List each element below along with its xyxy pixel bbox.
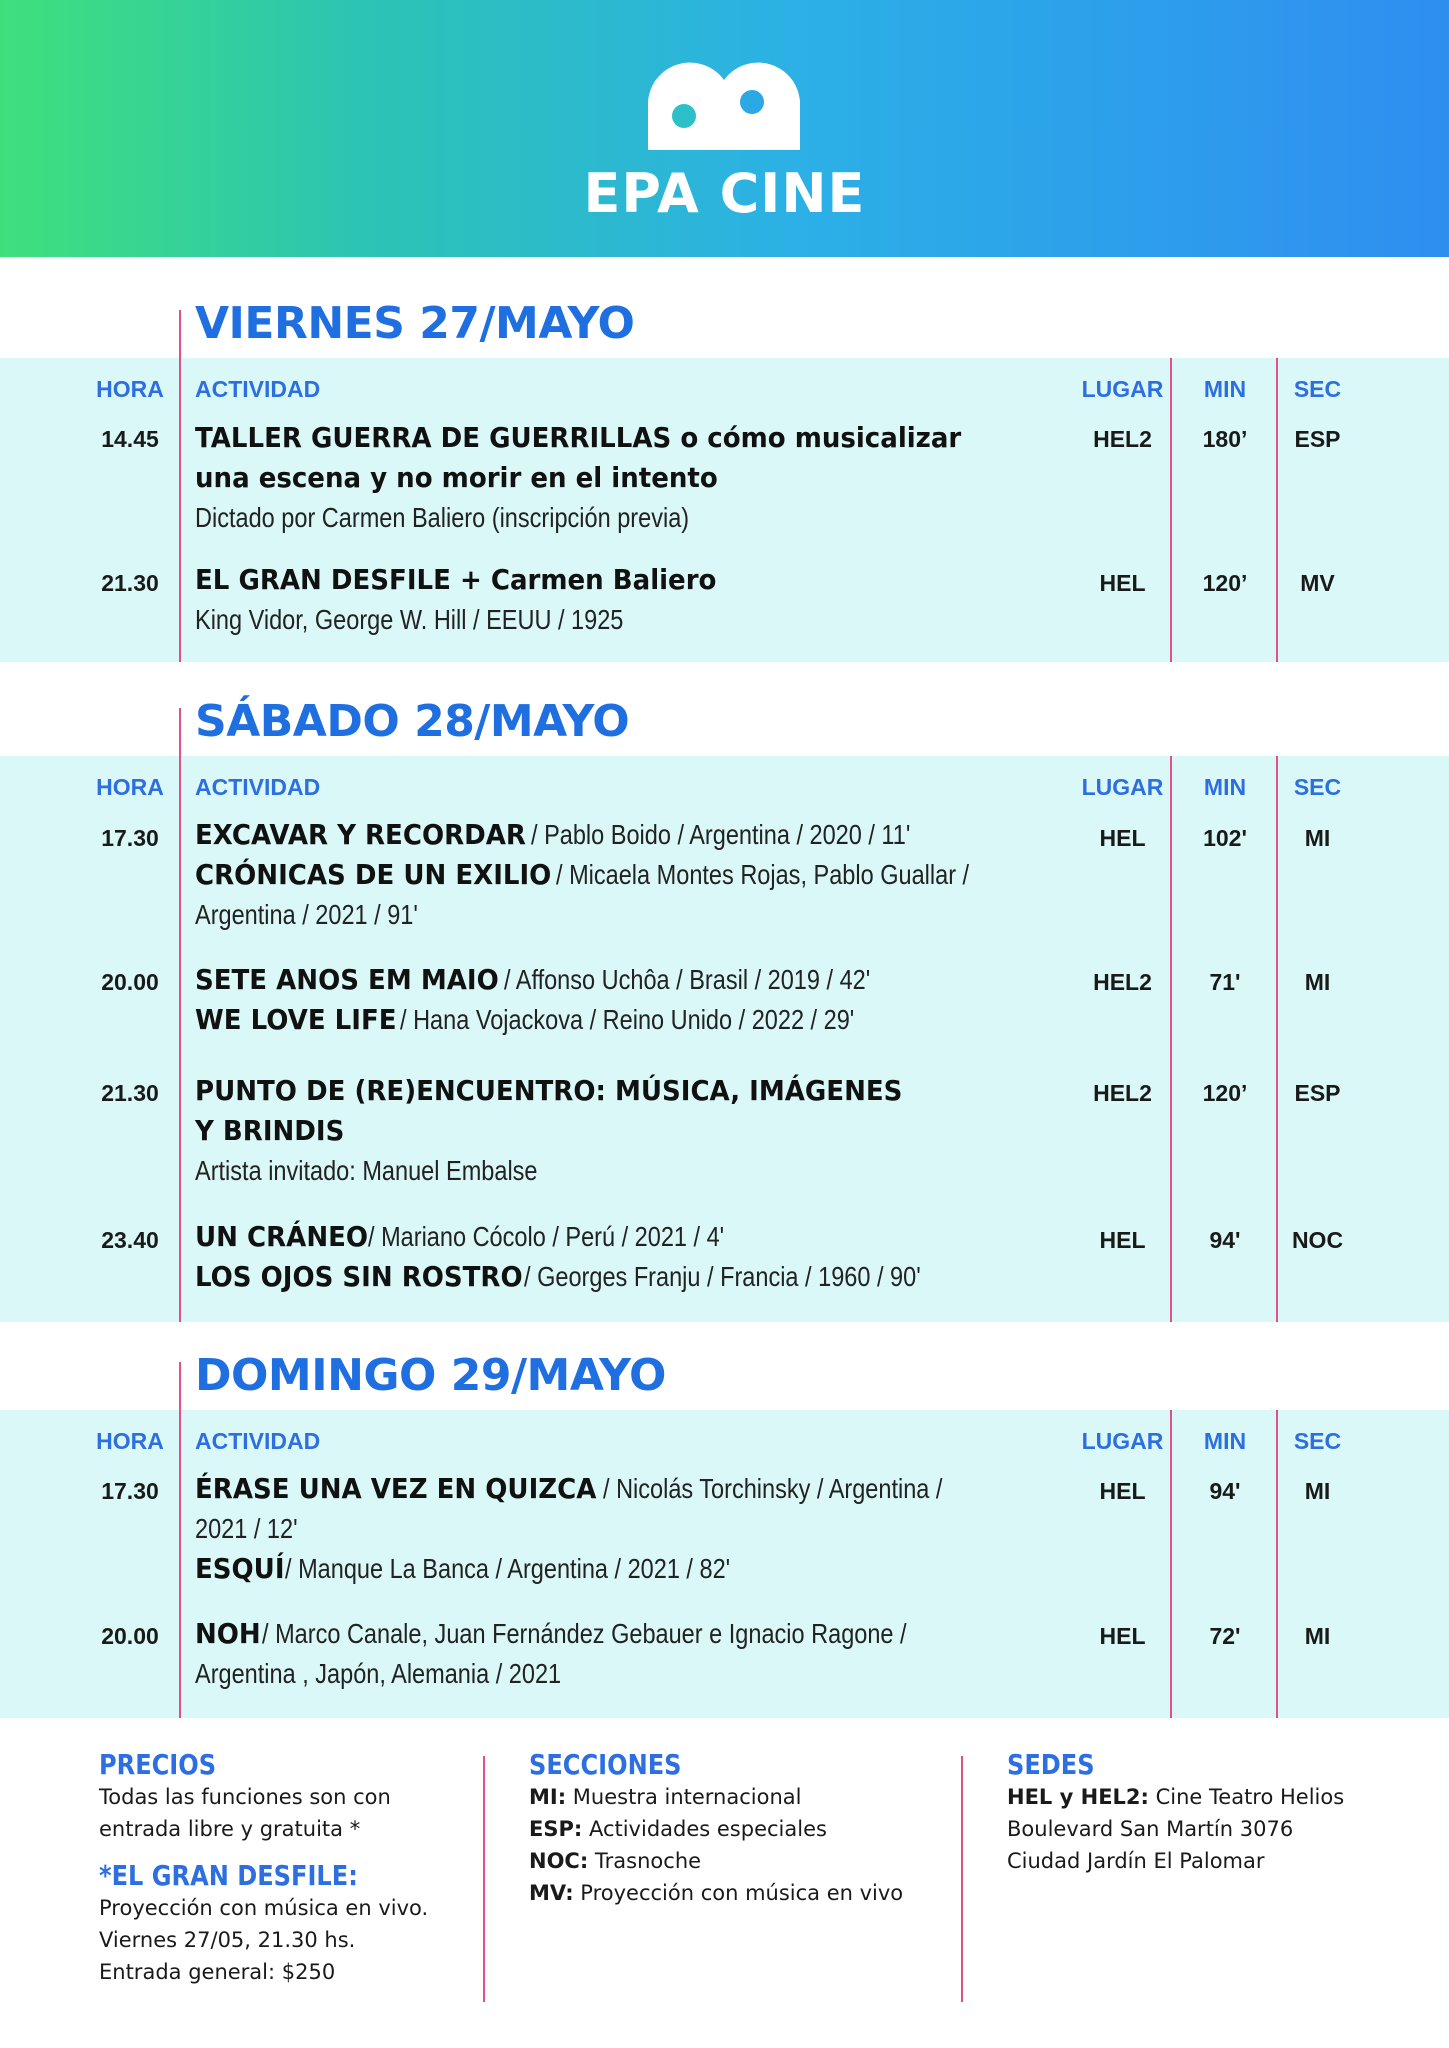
row-activity bbox=[195, 1217, 1075, 1297]
precios-line: Todas las funciones son con bbox=[99, 1785, 391, 1809]
divider bbox=[179, 358, 181, 662]
activity-meta: / Hana Vojackova / Reino Unido / 2022 / 29' bbox=[399, 1004, 855, 1035]
row-sec: MI bbox=[1304, 969, 1331, 995]
activity-meta: / Mariano Cócolo / Perú / 2021 / 4' bbox=[368, 1221, 725, 1252]
row-min: 72' bbox=[1209, 1623, 1241, 1649]
footer-precios bbox=[99, 1748, 428, 1988]
activity-meta: Argentina , Japón, Alemania / 2021 bbox=[195, 1658, 562, 1689]
row-sec: MI bbox=[1304, 1478, 1331, 1504]
day-title: DOMINGO 29/MAYO bbox=[195, 1350, 666, 1401]
activity-title: ÉRASE UNA VEZ EN QUIZCA bbox=[195, 1472, 597, 1505]
row-hora: 14.45 bbox=[101, 426, 159, 452]
sede-item: HEL y HEL2: Cine Teatro Helios bbox=[1007, 1785, 1345, 1809]
row-sec: MI bbox=[1304, 1623, 1331, 1649]
activity-title: una escena y no morir en el intento bbox=[195, 461, 718, 494]
row-hora: 20.00 bbox=[101, 969, 159, 995]
sedes-title: SEDES bbox=[1007, 1748, 1095, 1781]
row-activity bbox=[195, 1469, 1075, 1589]
divider bbox=[179, 1410, 181, 1718]
activity-meta: / Micaela Montes Rojas, Pablo Guallar / bbox=[556, 859, 970, 890]
row-activity bbox=[195, 1071, 1075, 1191]
divider bbox=[1170, 358, 1172, 662]
row-activity bbox=[195, 560, 1075, 640]
activity-title: NOH bbox=[195, 1617, 261, 1650]
row-activity bbox=[195, 1614, 1075, 1694]
sede-item: Ciudad Jardín El Palomar bbox=[1007, 1849, 1265, 1873]
row-lugar: HEL2 bbox=[1093, 969, 1152, 995]
col-header-min: MIN bbox=[1203, 376, 1247, 402]
day-title: SÁBADO 28/MAYO bbox=[195, 696, 630, 747]
row-lugar: HEL bbox=[1099, 825, 1146, 851]
row-hora: 21.30 bbox=[101, 1080, 159, 1106]
activity-meta: 2021 / 12' bbox=[195, 1513, 298, 1544]
brand-name: EPA CINE bbox=[583, 162, 866, 225]
row-lugar: HEL2 bbox=[1093, 426, 1152, 452]
col-header-sec: SEC bbox=[1293, 1428, 1342, 1454]
col-header-lugar: LUGAR bbox=[1081, 376, 1164, 402]
col-header-sec: SEC bbox=[1293, 376, 1342, 402]
row-sec: MI bbox=[1304, 825, 1331, 851]
row-min: 94' bbox=[1209, 1227, 1241, 1253]
desfile-line: Viernes 27/05, 21.30 hs. bbox=[99, 1928, 356, 1952]
activity-title: LOS OJOS SIN ROSTRO bbox=[195, 1260, 523, 1293]
col-header-min: MIN bbox=[1203, 774, 1247, 800]
row-lugar: HEL bbox=[1099, 1623, 1146, 1649]
secciones-title: SECCIONES bbox=[529, 1748, 682, 1781]
precios-title: PRECIOS bbox=[99, 1748, 217, 1781]
activity-meta: King Vidor, George W. Hill / EEUU / 1925 bbox=[195, 604, 624, 635]
activity-title: Y BRINDIS bbox=[195, 1114, 345, 1147]
divider bbox=[1276, 756, 1278, 1322]
activity-meta: / Nicolás Torchinsky / Argentina / bbox=[602, 1473, 943, 1504]
col-header-actividad: ACTIVIDAD bbox=[195, 774, 321, 800]
row-min: 120’ bbox=[1202, 1080, 1248, 1106]
row-activity bbox=[195, 418, 1075, 538]
row-lugar: HEL bbox=[1099, 1227, 1146, 1253]
row-sec: ESP bbox=[1294, 1080, 1341, 1106]
row-hora: 23.40 bbox=[101, 1227, 159, 1253]
activity-meta: Dictado por Carmen Baliero (inscripción previa) bbox=[195, 502, 690, 533]
activity-meta: Argentina / 2021 / 91' bbox=[195, 899, 418, 930]
footer-sedes bbox=[1007, 1748, 1344, 1877]
col-header-hora: HORA bbox=[96, 774, 164, 800]
divider bbox=[1170, 1410, 1172, 1718]
col-header-min: MIN bbox=[1203, 1428, 1247, 1454]
activity-title: TALLER GUERRA DE GUERRILLAS o cómo musicalizar bbox=[195, 421, 962, 454]
footer-secciones bbox=[529, 1748, 903, 1909]
precios-line: entrada libre y gratuita * bbox=[99, 1817, 361, 1841]
row-activity bbox=[195, 815, 1075, 935]
activity-title: CRÓNICAS DE UN EXILIO bbox=[195, 858, 552, 891]
divider bbox=[1276, 1410, 1278, 1718]
col-header-hora: HORA bbox=[96, 376, 164, 402]
activity-title: PUNTO DE (RE)ENCUENTRO: MÚSICA, IMÁGENES bbox=[195, 1074, 903, 1107]
row-min: 94' bbox=[1209, 1478, 1241, 1504]
seccion-item: MV: Proyección con música en vivo bbox=[529, 1881, 904, 1905]
desfile-title: *EL GRAN DESFILE: bbox=[99, 1859, 358, 1892]
activity-title: EL GRAN DESFILE + Carmen Baliero bbox=[195, 563, 717, 596]
divider bbox=[961, 1756, 963, 2002]
seccion-item: ESP: Actividades especiales bbox=[529, 1817, 827, 1841]
sede-item: Boulevard San Martín 3076 bbox=[1007, 1817, 1294, 1841]
activity-title: EXCAVAR Y RECORDAR bbox=[195, 818, 526, 851]
col-header-lugar: LUGAR bbox=[1081, 774, 1164, 800]
row-sec: MV bbox=[1300, 570, 1335, 596]
activity-title: WE LOVE LIFE bbox=[195, 1003, 397, 1036]
activity-meta: / Pablo Boido / Argentina / 2020 / 11' bbox=[530, 819, 911, 850]
col-header-sec: SEC bbox=[1293, 774, 1342, 800]
row-hora: 21.30 bbox=[101, 570, 159, 596]
row-min: 102' bbox=[1203, 825, 1247, 851]
col-header-lugar: LUGAR bbox=[1081, 1428, 1164, 1454]
row-min: 120’ bbox=[1202, 570, 1248, 596]
col-header-actividad: ACTIVIDAD bbox=[195, 1428, 321, 1454]
activity-meta: / Manque La Banca / Argentina / 2021 / 82' bbox=[285, 1553, 731, 1584]
row-sec: NOC bbox=[1291, 1227, 1344, 1253]
activity-meta: Artista invitado: Manuel Embalse bbox=[195, 1155, 538, 1186]
row-hora: 17.30 bbox=[101, 825, 159, 851]
activity-meta: / Georges Franju / Francia / 1960 / 90' bbox=[524, 1261, 921, 1292]
row-min: 71' bbox=[1209, 969, 1241, 995]
activity-title: ESQUÍ bbox=[195, 1552, 285, 1585]
activity-meta: / Affonso Uchôa / Brasil / 2019 / 42' bbox=[503, 964, 870, 995]
header-banner bbox=[0, 0, 1449, 257]
activity-title: UN CRÁNEO bbox=[195, 1220, 369, 1253]
desfile-line: Entrada general: $250 bbox=[99, 1960, 336, 1984]
desfile-line: Proyección con música en vivo. bbox=[99, 1896, 429, 1920]
epa-cine-logo-icon bbox=[634, 50, 814, 152]
seccion-item: NOC: Trasnoche bbox=[529, 1849, 702, 1873]
divider bbox=[1276, 358, 1278, 662]
activity-meta: / Marco Canale, Juan Fernández Gebauer e Ignacio Ragone / bbox=[261, 1618, 907, 1649]
day-title: VIERNES 27/MAYO bbox=[195, 298, 635, 349]
row-sec: ESP bbox=[1294, 426, 1341, 452]
row-hora: 20.00 bbox=[101, 1623, 159, 1649]
row-lugar: HEL2 bbox=[1093, 1080, 1152, 1106]
divider bbox=[483, 1756, 485, 2002]
row-activity bbox=[195, 960, 1075, 1040]
row-lugar: HEL bbox=[1099, 1478, 1146, 1504]
row-min: 180’ bbox=[1202, 426, 1248, 452]
activity-title: SETE ANOS EM MAIO bbox=[195, 963, 499, 996]
seccion-item: MI: Muestra internacional bbox=[529, 1785, 802, 1809]
col-header-actividad: ACTIVIDAD bbox=[195, 376, 321, 402]
row-hora: 17.30 bbox=[101, 1478, 159, 1504]
row-lugar: HEL bbox=[1099, 570, 1146, 596]
col-header-hora: HORA bbox=[96, 1428, 164, 1454]
